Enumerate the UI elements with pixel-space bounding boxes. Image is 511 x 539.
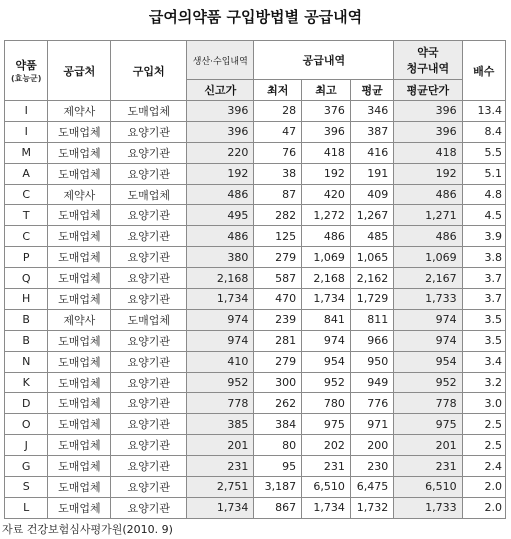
cell-max: 975 (302, 414, 351, 435)
cell-avg: 387 (350, 121, 393, 142)
cell-avg: 1,267 (350, 205, 393, 226)
cell-avg: 346 (350, 101, 393, 122)
cell-drug: H (5, 289, 48, 310)
cell-avg: 949 (350, 372, 393, 393)
cell-ratio: 3.2 (462, 372, 505, 393)
cell-report-price: 396 (187, 121, 254, 142)
header-report-price: 신고가 (187, 80, 254, 101)
cell-supplier: 도매업체 (48, 247, 111, 268)
cell-min: 80 (254, 435, 302, 456)
cell-ratio: 3.4 (462, 351, 505, 372)
cell-avg-unit-price: 952 (394, 372, 462, 393)
cell-max: 231 (302, 456, 351, 477)
cell-avg: 230 (350, 456, 393, 477)
cell-drug: M (5, 142, 48, 163)
cell-avg-unit-price: 486 (394, 226, 462, 247)
cell-avg: 1,065 (350, 247, 393, 268)
cell-buyer: 요양기관 (111, 497, 187, 518)
cell-avg: 1,732 (350, 497, 393, 518)
cell-buyer: 요양기관 (111, 121, 187, 142)
table-row (5, 163, 506, 184)
cell-drug: C (5, 226, 48, 247)
cell-supplier: 도매업체 (48, 435, 111, 456)
cell-avg: 200 (350, 435, 393, 456)
header-pharmacy-claim-line1: 약국 (417, 46, 439, 59)
cell-avg: 409 (350, 184, 393, 205)
header-drug (5, 41, 48, 101)
cell-buyer: 요양기관 (111, 372, 187, 393)
cell-ratio: 2.5 (462, 414, 505, 435)
cell-ratio: 3.9 (462, 226, 505, 247)
cell-max: 954 (302, 351, 351, 372)
cell-avg-unit-price: 1,069 (394, 247, 462, 268)
cell-max: 192 (302, 163, 351, 184)
cell-buyer: 도매업체 (111, 184, 187, 205)
cell-supplier: 제약사 (48, 184, 111, 205)
cell-drug: L (5, 497, 48, 518)
cell-drug: K (5, 372, 48, 393)
cell-min: 300 (254, 372, 302, 393)
cell-ratio: 13.4 (462, 101, 505, 122)
supply-table (4, 40, 506, 519)
cell-max: 486 (302, 226, 351, 247)
cell-min: 279 (254, 351, 302, 372)
header-min: 최저 (254, 80, 302, 101)
cell-avg: 2,162 (350, 268, 393, 289)
cell-supplier: 제약사 (48, 101, 111, 122)
cell-min: 384 (254, 414, 302, 435)
cell-avg: 191 (350, 163, 393, 184)
cell-supplier: 도매업체 (48, 289, 111, 310)
cell-ratio: 3.7 (462, 268, 505, 289)
cell-max: 952 (302, 372, 351, 393)
cell-avg: 950 (350, 351, 393, 372)
cell-report-price: 2,168 (187, 268, 254, 289)
table-row (5, 205, 506, 226)
cell-drug: N (5, 351, 48, 372)
table-title: 급여의약품 구입방법별 공급내역 (148, 8, 363, 26)
cell-ratio: 2.5 (462, 435, 505, 456)
cell-report-price: 231 (187, 456, 254, 477)
table-row (5, 497, 506, 518)
cell-ratio: 2.4 (462, 456, 505, 477)
source-note: 자료 건강보험심사평가원(2010. 9) (2, 523, 173, 536)
table-row (5, 393, 506, 414)
cell-supplier: 도매업체 (48, 456, 111, 477)
cell-buyer: 요양기관 (111, 142, 187, 163)
cell-buyer: 요양기관 (111, 330, 187, 351)
table-row (5, 330, 506, 351)
cell-min: 28 (254, 101, 302, 122)
cell-supplier: 도매업체 (48, 121, 111, 142)
table-row (5, 309, 506, 330)
cell-report-price: 192 (187, 163, 254, 184)
header-pharmacy-claim-line2: 청구내역 (406, 62, 450, 75)
cell-supplier: 도매업체 (48, 205, 111, 226)
cell-buyer: 요양기관 (111, 456, 187, 477)
cell-min: 3,187 (254, 477, 302, 498)
cell-max: 780 (302, 393, 351, 414)
cell-drug: T (5, 205, 48, 226)
header-pharmacy-claim (394, 41, 462, 80)
cell-max: 6,510 (302, 477, 351, 498)
cell-ratio: 8.4 (462, 121, 505, 142)
cell-drug: Q (5, 268, 48, 289)
cell-avg-unit-price: 418 (394, 142, 462, 163)
cell-ratio: 3.5 (462, 309, 505, 330)
cell-avg: 811 (350, 309, 393, 330)
cell-report-price: 201 (187, 435, 254, 456)
cell-drug: G (5, 456, 48, 477)
cell-drug: A (5, 163, 48, 184)
cell-supplier: 도매업체 (48, 351, 111, 372)
cell-max: 841 (302, 309, 351, 330)
cell-avg-unit-price: 1,733 (394, 289, 462, 310)
cell-report-price: 1,734 (187, 497, 254, 518)
cell-buyer: 도매업체 (111, 101, 187, 122)
cell-max: 420 (302, 184, 351, 205)
cell-min: 867 (254, 497, 302, 518)
header-producer-report: 생산·수입내역 (187, 41, 254, 80)
cell-buyer: 요양기관 (111, 414, 187, 435)
cell-min: 125 (254, 226, 302, 247)
cell-supplier: 도매업체 (48, 393, 111, 414)
cell-min: 38 (254, 163, 302, 184)
cell-avg-unit-price: 231 (394, 456, 462, 477)
cell-report-price: 974 (187, 309, 254, 330)
cell-max: 418 (302, 142, 351, 163)
cell-max: 1,734 (302, 289, 351, 310)
cell-avg: 1,729 (350, 289, 393, 310)
cell-min: 76 (254, 142, 302, 163)
header-drug-sub: (효능군) (10, 74, 42, 83)
cell-drug: I (5, 121, 48, 142)
table-row (5, 456, 506, 477)
cell-report-price: 220 (187, 142, 254, 163)
cell-supplier: 도매업체 (48, 497, 111, 518)
cell-drug: I (5, 101, 48, 122)
cell-report-price: 1,734 (187, 289, 254, 310)
header-max: 최고 (302, 80, 351, 101)
cell-buyer: 도매업체 (111, 309, 187, 330)
cell-min: 95 (254, 456, 302, 477)
cell-supplier: 도매업체 (48, 372, 111, 393)
cell-drug: C (5, 184, 48, 205)
table-row (5, 372, 506, 393)
header-ratio: 배수 (462, 41, 505, 101)
cell-drug: O (5, 414, 48, 435)
cell-max: 974 (302, 330, 351, 351)
cell-avg-unit-price: 1,733 (394, 497, 462, 518)
cell-drug: J (5, 435, 48, 456)
cell-avg-unit-price: 201 (394, 435, 462, 456)
cell-buyer: 요양기관 (111, 351, 187, 372)
table-row (5, 184, 506, 205)
cell-supplier: 도매업체 (48, 163, 111, 184)
table-row (5, 142, 506, 163)
cell-avg: 966 (350, 330, 393, 351)
header-supplier: 공급처 (48, 41, 111, 101)
header-avg: 평균 (350, 80, 393, 101)
header-drug-label: 약품 (15, 59, 37, 72)
cell-max: 396 (302, 121, 351, 142)
table-row (5, 289, 506, 310)
cell-min: 239 (254, 309, 302, 330)
cell-max: 1,734 (302, 497, 351, 518)
cell-supplier: 도매업체 (48, 330, 111, 351)
header-supply-detail: 공급내역 (254, 41, 394, 80)
cell-avg-unit-price: 1,271 (394, 205, 462, 226)
cell-ratio: 4.8 (462, 184, 505, 205)
cell-buyer: 요양기관 (111, 205, 187, 226)
cell-report-price: 486 (187, 184, 254, 205)
cell-supplier: 도매업체 (48, 477, 111, 498)
cell-report-price: 974 (187, 330, 254, 351)
cell-ratio: 3.7 (462, 289, 505, 310)
cell-ratio: 2.0 (462, 477, 505, 498)
cell-report-price: 410 (187, 351, 254, 372)
cell-min: 281 (254, 330, 302, 351)
cell-supplier: 제약사 (48, 309, 111, 330)
cell-ratio: 5.1 (462, 163, 505, 184)
table-row (5, 247, 506, 268)
cell-supplier: 도매업체 (48, 414, 111, 435)
cell-buyer: 요양기관 (111, 163, 187, 184)
cell-report-price: 778 (187, 393, 254, 414)
cell-ratio: 5.5 (462, 142, 505, 163)
header-buyer: 구입처 (111, 41, 187, 101)
cell-avg: 485 (350, 226, 393, 247)
cell-buyer: 요양기관 (111, 268, 187, 289)
cell-ratio: 3.0 (462, 393, 505, 414)
cell-max: 202 (302, 435, 351, 456)
cell-avg-unit-price: 954 (394, 351, 462, 372)
cell-report-price: 396 (187, 101, 254, 122)
cell-min: 587 (254, 268, 302, 289)
cell-report-price: 495 (187, 205, 254, 226)
cell-report-price: 2,751 (187, 477, 254, 498)
cell-ratio: 4.5 (462, 205, 505, 226)
cell-drug: P (5, 247, 48, 268)
cell-avg-unit-price: 974 (394, 330, 462, 351)
cell-min: 282 (254, 205, 302, 226)
cell-buyer: 요양기관 (111, 289, 187, 310)
cell-min: 47 (254, 121, 302, 142)
table-row (5, 477, 506, 498)
cell-max: 2,168 (302, 268, 351, 289)
cell-ratio: 3.8 (462, 247, 505, 268)
cell-drug: S (5, 477, 48, 498)
table-row (5, 435, 506, 456)
cell-buyer: 요양기관 (111, 477, 187, 498)
cell-avg: 416 (350, 142, 393, 163)
cell-avg-unit-price: 396 (394, 121, 462, 142)
table-row (5, 226, 506, 247)
cell-max: 1,069 (302, 247, 351, 268)
table-body (5, 101, 506, 519)
cell-avg-unit-price: 778 (394, 393, 462, 414)
cell-avg-unit-price: 486 (394, 184, 462, 205)
cell-min: 262 (254, 393, 302, 414)
cell-avg: 776 (350, 393, 393, 414)
table-row (5, 268, 506, 289)
cell-buyer: 요양기관 (111, 226, 187, 247)
cell-buyer: 요양기관 (111, 247, 187, 268)
cell-min: 87 (254, 184, 302, 205)
cell-report-price: 486 (187, 226, 254, 247)
table-row (5, 121, 506, 142)
table-row (5, 101, 506, 122)
cell-buyer: 요양기관 (111, 435, 187, 456)
cell-drug: D (5, 393, 48, 414)
cell-avg-unit-price: 6,510 (394, 477, 462, 498)
cell-avg: 971 (350, 414, 393, 435)
cell-supplier: 도매업체 (48, 268, 111, 289)
cell-report-price: 385 (187, 414, 254, 435)
cell-ratio: 2.0 (462, 497, 505, 518)
table-row (5, 351, 506, 372)
cell-max: 376 (302, 101, 351, 122)
table-row (5, 414, 506, 435)
cell-avg: 6,475 (350, 477, 393, 498)
cell-drug: B (5, 330, 48, 351)
cell-max: 1,272 (302, 205, 351, 226)
header-avg-unit-price: 평균단가 (394, 80, 462, 101)
cell-drug: B (5, 309, 48, 330)
cell-min: 470 (254, 289, 302, 310)
cell-avg-unit-price: 192 (394, 163, 462, 184)
cell-supplier: 도매업체 (48, 226, 111, 247)
cell-report-price: 952 (187, 372, 254, 393)
cell-report-price: 380 (187, 247, 254, 268)
cell-avg-unit-price: 396 (394, 101, 462, 122)
cell-avg-unit-price: 2,167 (394, 268, 462, 289)
cell-supplier: 도매업체 (48, 142, 111, 163)
cell-avg-unit-price: 974 (394, 309, 462, 330)
cell-avg-unit-price: 975 (394, 414, 462, 435)
cell-min: 279 (254, 247, 302, 268)
cell-buyer: 요양기관 (111, 393, 187, 414)
cell-ratio: 3.5 (462, 330, 505, 351)
